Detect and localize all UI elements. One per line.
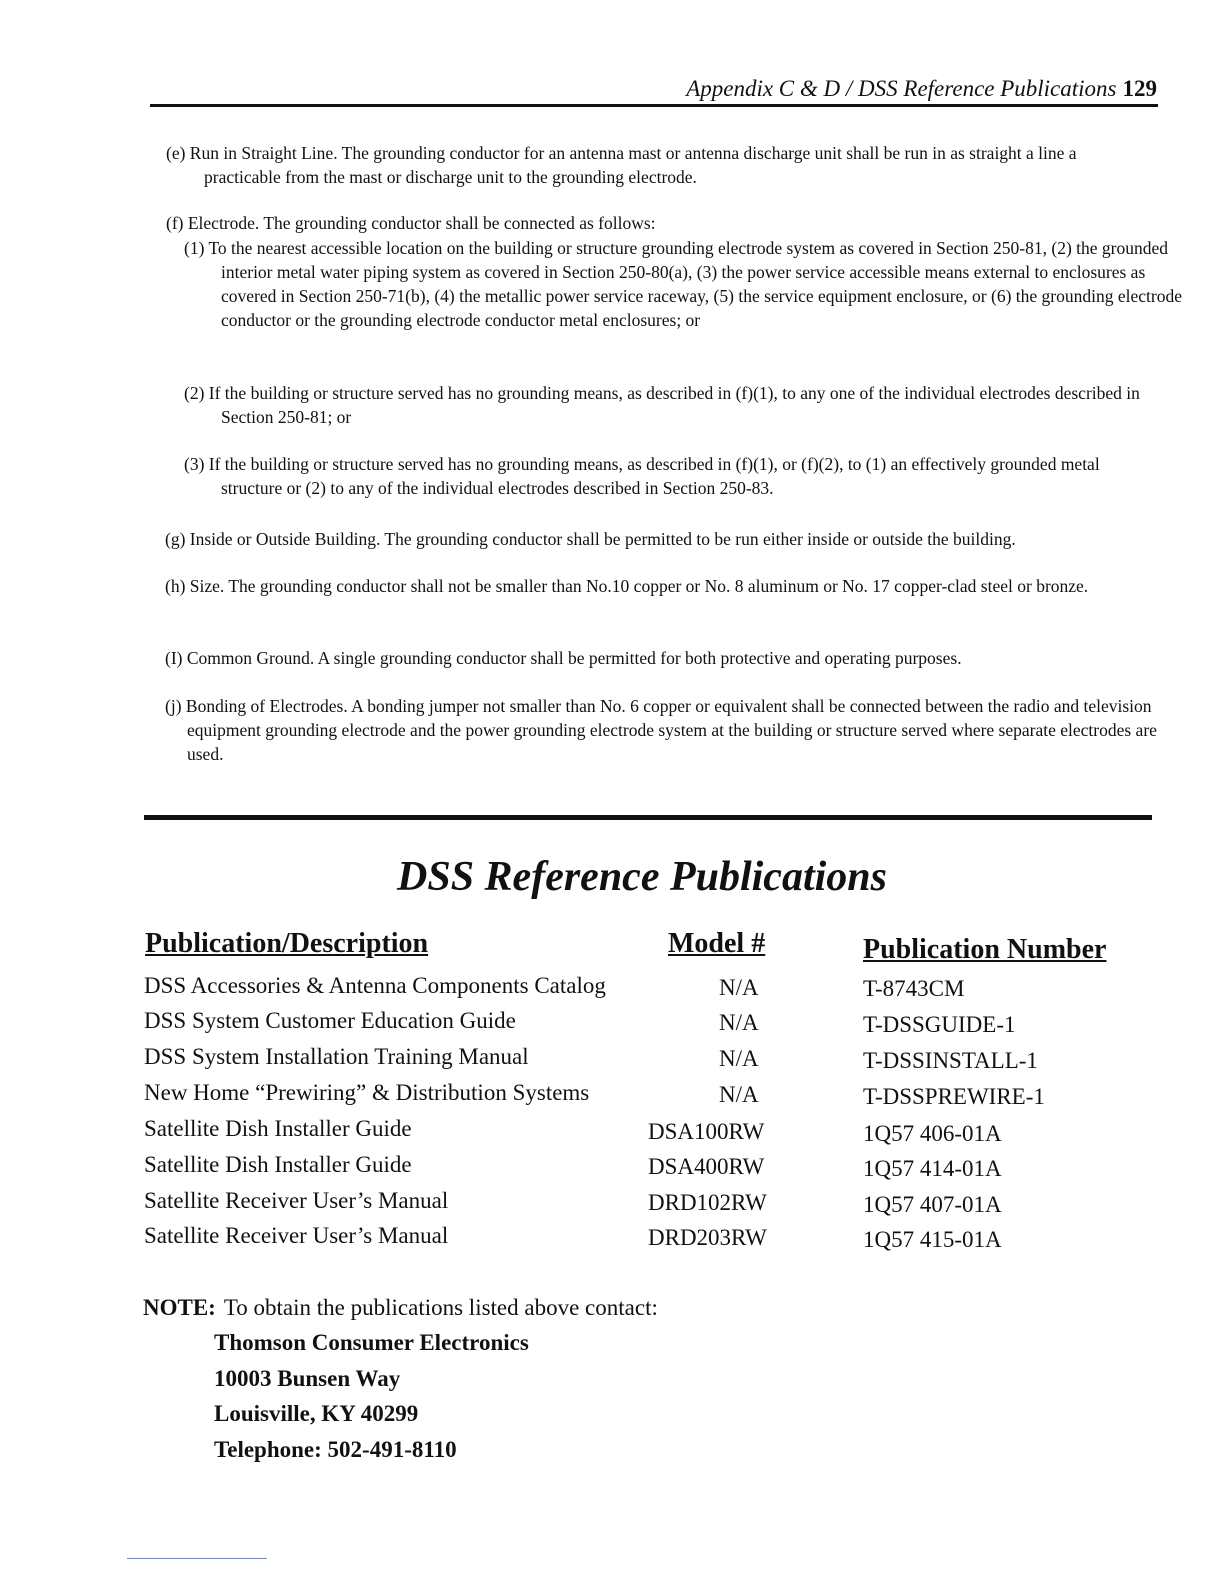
row-1-description: DSS Accessories & Antenna Components Catalog [144,973,606,998]
paragraph-f1: (1) To the nearest accessible location on the building or structure grounding electrode system as covered in Section 250-81, (2) the grounded interior metal water piping system as covered in Section 250-80(a), (3) the power service accessible means external to enclosures as covered in Section 250-71(b), (4) the metallic power service raceway, (5) the service equipment enclosure, or (6) the grounding electrode conductor or the grounding electrode conductor metal enclosures; or [184,238,1182,330]
row-6-number: 1Q57 414-01A [863,1156,1002,1181]
contact-company: Thomson Consumer Electronics [214,1330,529,1355]
row-4-model: N/A [719,1082,759,1107]
paragraph-f3: (3) If the building or structure served has no grounding means, as described in (f)(1), or (f)(2), to (1) an effectively grounded metal structure or (2) to any of the individual electrodes described in Section 250-83. [184,454,1100,498]
row-4-number: T-DSSPREWIRE-1 [863,1084,1045,1109]
header-model: Model # [668,928,766,959]
row-1-number: T-8743CM [863,976,965,1001]
contact-phone: Telephone: 502-491-8110 [214,1437,457,1462]
note-label: NOTE: [143,1295,216,1320]
row-7-model: DRD102RW [648,1190,767,1215]
row-5-number: 1Q57 406-01A [863,1121,1002,1146]
paragraph-i: (I) Common Ground. A single grounding conductor shall be permitted for both protective and operating purposes. [165,648,962,668]
paragraph-g: (g) Inside or Outside Building. The grounding conductor shall be permitted to be run either inside or outside the building. [165,529,1016,549]
header-rule [150,104,1158,107]
paragraph-f2: (2) If the building or structure served has no grounding means, as described in (f)(1), to any one of the individual electrodes described in Section 250-81; or [184,383,1140,427]
header-publication-number: Publication Number [863,934,1107,965]
page-number: 129 [1122,76,1157,101]
paragraph-f-intro: (f) Electrode. The grounding conductor shall be connected as follows: [166,213,656,233]
header-title: Appendix C & D / DSS Reference Publications [686,76,1117,101]
row-2-description: DSS System Customer Education Guide [144,1008,516,1033]
row-2-model: N/A [719,1010,759,1035]
contact-city: Louisville, KY 40299 [214,1401,419,1426]
row-1-model: N/A [719,975,759,1000]
page-header [686,76,1157,102]
row-8-number: 1Q57 415-01A [863,1227,1002,1252]
paragraph-h: (h) Size. The grounding conductor shall not be smaller than No.10 copper or No. 8 aluminum or No. 17 copper-clad steel or bronze. [165,576,1089,596]
row-8-model: DRD203RW [648,1225,767,1250]
row-6-description: Satellite Dish Installer Guide [144,1152,412,1177]
row-6-model: DSA400RW [648,1154,765,1179]
header-description: Publication/Description [145,928,429,959]
row-4-description: New Home “Prewiring” & Distribution Systems [144,1080,590,1105]
section-title: DSS Reference Publications [397,854,887,900]
row-3-number: T-DSSINSTALL-1 [863,1048,1038,1073]
row-3-model: N/A [719,1046,759,1071]
row-3-description: DSS System Installation Training Manual [144,1044,529,1069]
note-text: To obtain the publications listed above contact: [223,1295,658,1320]
row-7-number: 1Q57 407-01A [863,1192,1002,1217]
row-2-number: T-DSSGUIDE-1 [863,1012,1016,1037]
contact-street: 10003 Bunsen Way [214,1366,401,1391]
row-8-description: Satellite Receiver User’s Manual [144,1223,449,1248]
footer-rule [127,1558,267,1559]
row-5-description: Satellite Dish Installer Guide [144,1116,412,1141]
paragraph-j: (j) Bonding of Electrodes. A bonding jumper not smaller than No. 6 copper or equivalent shall be connected between the radio and television equipment grounding electrode and the power grounding electrode system at the building or structure served where separate electrodes are used. [165,696,1157,764]
row-7-description: Satellite Receiver User’s Manual [144,1188,449,1213]
note [143,1295,658,1321]
row-5-model: DSA100RW [648,1119,765,1144]
section-rule [144,815,1152,820]
paragraph-e: (e) Run in Straight Line. The grounding conductor for an antenna mast or antenna discharge unit shall be run in as straight a line a practicable from the mast or discharge unit to the grounding electrode. [166,143,1077,187]
